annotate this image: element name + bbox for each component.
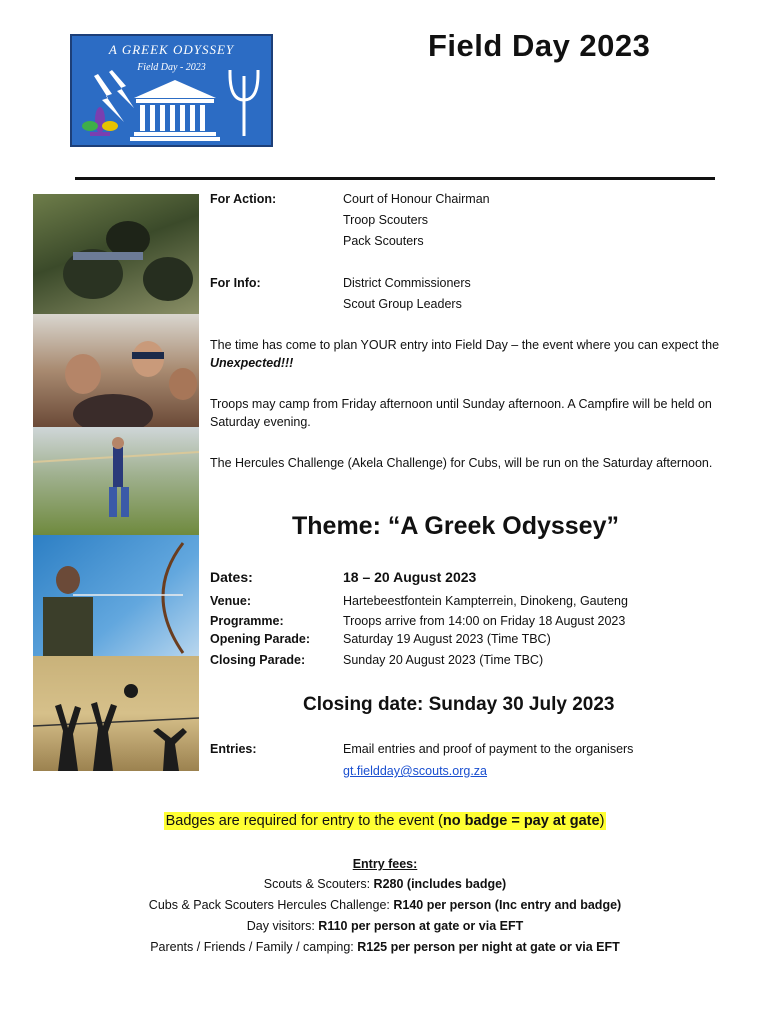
fee-label: Day visitors: [246, 919, 319, 933]
closing-parade-value: Sunday 20 August 2023 (Time TBC) [343, 653, 544, 667]
archer-image [33, 535, 199, 656]
theme-heading: Theme: “A Greek Odyssey” [292, 512, 619, 540]
for-info-item: Scout Group Leaders [343, 297, 462, 311]
closing-date-heading: Closing date: Sunday 30 July 2023 [303, 694, 615, 715]
fee-row [0, 940, 770, 954]
venue-label: Venue: [210, 594, 251, 608]
fee-price: R280 (includes badge) [373, 877, 507, 891]
programme-value: Troops arrive from 14:00 on Friday 18 August 2023 [343, 614, 626, 628]
photo-volleyball [33, 656, 199, 771]
cheering-crowd-image [33, 314, 199, 427]
closing-parade-label: Closing Parade: [210, 653, 306, 667]
fee-row [0, 919, 770, 933]
programme-label: Programme: [210, 614, 284, 628]
for-action-label: For Action: [210, 192, 277, 206]
photo-archery [33, 535, 199, 656]
volleyball-silhouette-image [33, 656, 199, 771]
event-logo [70, 34, 273, 147]
opening-parade-value: Saturday 19 August 2023 (Time TBC) [343, 632, 551, 646]
fee-label: Parents / Friends / Family / camping: [150, 940, 358, 954]
intro-emphasis: Unexpected!!! [210, 356, 294, 370]
fee-row [0, 877, 770, 891]
opening-parade-label: Opening Parade: [210, 632, 311, 646]
fleur-de-lis-icon [82, 107, 118, 136]
for-info-label: For Info: [210, 276, 261, 290]
badge-notice-bold: no badge = pay at gate [442, 813, 600, 829]
tug-of-war-image [33, 427, 199, 535]
logo-title: A GREEK ODYSSEY [108, 42, 235, 57]
intro-paragraph [210, 336, 725, 372]
lightning-icon [109, 70, 134, 108]
dates-value: 18 – 20 August 2023 [343, 569, 477, 585]
fee-label: Cubs & Pack Scouters Hercules Challenge: [148, 898, 394, 912]
divider [75, 177, 715, 180]
camping-paragraph: Troops may camp from Friday afternoon until Sunday afternoon. A Campfire will be held on Saturday evening. [210, 397, 712, 429]
logo-subtitle: Field Day - 2023 [137, 62, 206, 73]
fee-price: R140 per person (Inc entry and badge) [393, 898, 622, 912]
fee-price: R110 per person at gate or via EFT [318, 919, 524, 933]
badge-notice-highlight [164, 812, 607, 830]
page-title: Field Day 2023 [428, 28, 651, 63]
intro-text: The time has come to plan YOUR entry into Field Day – the event where you can expect the [210, 338, 720, 352]
photo-crowd [33, 314, 199, 427]
fee-price: R125 per person per night at gate or via EFT [357, 940, 620, 954]
for-action-item: Court of Honour Chairman [343, 192, 490, 206]
trident-icon [230, 70, 258, 136]
paintball-players-image [33, 194, 199, 314]
temple-icon [130, 80, 220, 141]
dates-label: Dates: [210, 569, 253, 585]
email-link[interactable]: gt.fieldday@scouts.org.za [343, 764, 488, 778]
badge-notice [0, 813, 770, 829]
entries-text: Email entries and proof of payment to the organisers [343, 742, 634, 756]
fee-label: Scouts & Scouters: [263, 877, 374, 891]
photo-paintball [33, 194, 199, 314]
entry-fees-heading: Entry fees: [352, 857, 418, 871]
hercules-paragraph: The Hercules Challenge (Akela Challenge) for Cubs, will be run on the Saturday afternoon. [210, 456, 713, 470]
logo-artwork [72, 36, 273, 147]
venue-value: Hartebeestfontein Kampterrein, Dinokeng, Gauteng [343, 594, 628, 608]
for-action-item: Troop Scouters [343, 213, 428, 227]
entries-label: Entries: [210, 742, 257, 756]
badge-notice-suffix: ) [599, 813, 605, 829]
badge-notice-prefix: Badges are required for entry to the event ( [165, 813, 443, 829]
for-action-item: Pack Scouters [343, 234, 424, 248]
fee-row [0, 898, 770, 912]
for-info-item: District Commissioners [343, 276, 471, 290]
photo-tug-of-war [33, 427, 199, 535]
